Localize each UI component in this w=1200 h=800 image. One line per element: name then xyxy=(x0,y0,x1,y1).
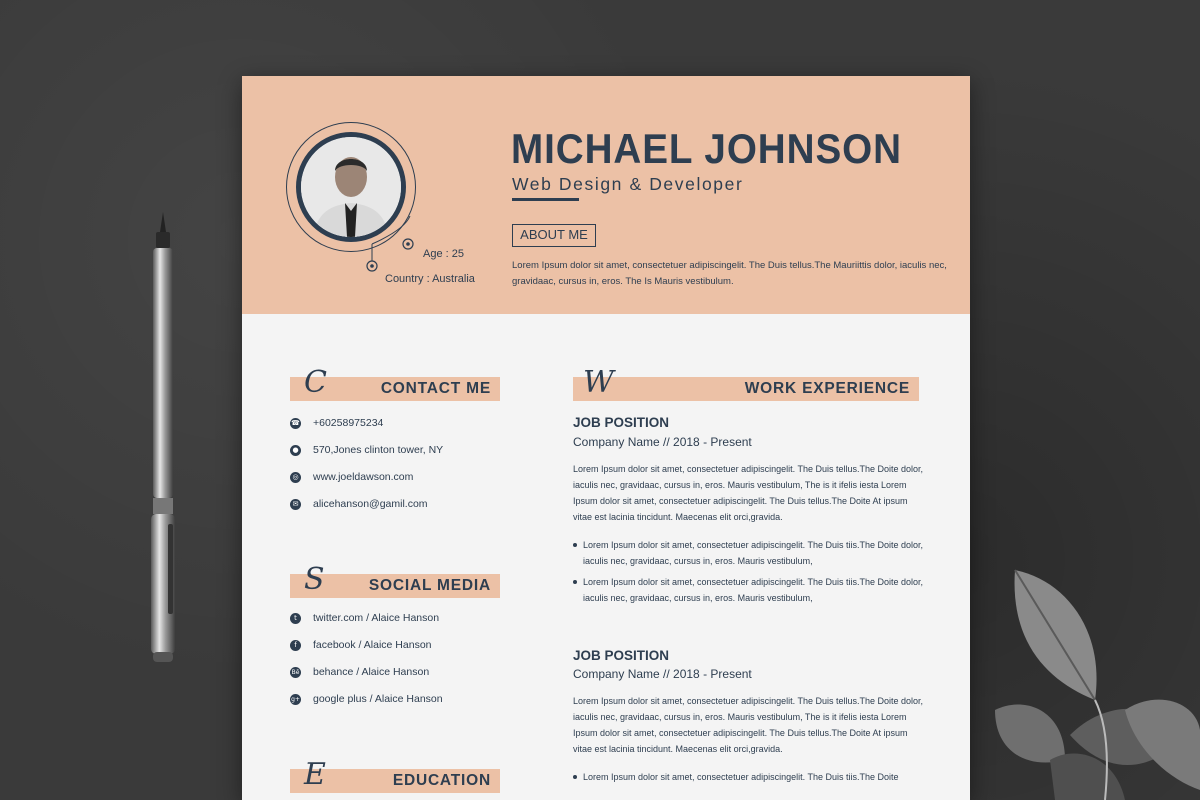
contact-email: alicehanson@gamil.com xyxy=(313,498,428,510)
about-me-text: Lorem Ipsum dolor sit amet, consectetuer adipiscingelit. The Duis tellus.The Mauriittis dolor, iaculis nec, gravidaac, cursus in, eros. The Is Mauris vestibulum. xyxy=(512,260,947,287)
social-initial: S xyxy=(304,562,325,597)
about-me-label: ABOUT ME xyxy=(512,224,596,247)
plant-leaves-image xyxy=(955,560,1200,800)
social-section-header xyxy=(290,562,500,598)
contact-address: 570,Jones clinton tower, NY xyxy=(313,444,444,456)
job-bullet: Lorem Ipsum dolor sit amet, consectetuer adipiscingelit. The Duis tiis.The Doite xyxy=(573,769,923,785)
social-item-twitter xyxy=(290,610,439,626)
social-item-behance xyxy=(290,664,429,680)
contact-item-website xyxy=(290,469,413,485)
job-description: Lorem Ipsum dolor sit amet, consectetuer adipiscingelit. The Duis tellus.The Doite dolor, iaculis nec, gravidaac, cursus in, eros. Mauris vestibulum, The is it ifelis iesta Lorem Ipsum dolor sit amet, consectetuer adipiscingelit. The Duis tellus.The Doite At ipsum vitae est lacinia tincidunt. Maecenas elit orci,gravida. xyxy=(573,464,924,522)
person-name: MICHAEL JOHNSON xyxy=(511,125,902,172)
resume-header xyxy=(242,76,970,314)
facebook-icon: f xyxy=(290,640,301,651)
job-description: Lorem Ipsum dolor sit amet, consectetuer adipiscingelit. The Duis tellus.The Doite dolor, iaculis nec, gravidaac, cursus in, eros. Mauris vestibulum, The is it ifelis iesta Lorem Ipsum dolor sit amet, consectetuer adipiscingelit. The Duis tellus.The Doite At ipsum vitae est lacinia tincidunt. Maecenas elit orci,gravida. xyxy=(573,696,924,754)
contact-website: www.joeldawson.com xyxy=(313,471,414,483)
work-title: WORK EXPERIENCE xyxy=(744,380,910,397)
contact-initial: C xyxy=(304,365,327,400)
contact-item-email xyxy=(290,496,428,512)
mail-icon: ✉ xyxy=(290,499,301,510)
job-position-title: JOB POSITION xyxy=(573,415,670,430)
education-title: EDUCATION xyxy=(392,772,491,789)
work-initial: W xyxy=(583,365,614,400)
job-company: Company Name // 2018 - Present xyxy=(573,667,752,681)
location-icon: ● xyxy=(290,445,301,456)
twitter-icon: t xyxy=(290,613,301,624)
contact-section-header xyxy=(290,365,500,401)
social-twitter: twitter.com / Alaice Hanson xyxy=(313,612,440,624)
job-company: Company Name // 2018 - Present xyxy=(573,435,752,449)
phone-icon: ☎ xyxy=(291,418,300,427)
social-item-google-plus xyxy=(290,691,443,707)
role-underline xyxy=(512,198,579,201)
social-title: SOCIAL MEDIA xyxy=(368,577,491,594)
work-section-header xyxy=(573,365,919,401)
social-item-facebook xyxy=(290,637,432,653)
contact-item-address xyxy=(290,442,443,458)
contact-title: CONTACT ME xyxy=(380,380,491,397)
contact-item-phone xyxy=(290,415,383,431)
behance-icon: Bē xyxy=(291,668,300,676)
country-text: Country : Australia xyxy=(385,273,475,285)
education-section-header xyxy=(290,757,500,793)
social-google-plus: google plus / Alaice Hanson xyxy=(313,693,443,705)
social-facebook: facebook / Alaice Hanson xyxy=(313,639,432,651)
education-initial: E xyxy=(304,757,326,792)
job-bullet: Lorem Ipsum dolor sit amet, consectetuer adipiscingelit. The Duis tiis.The Doite dolor, iaculis nec, gravidaac, cursus in, eros. Mauris vestibulum, xyxy=(573,537,923,569)
age-text: Age : 25 xyxy=(423,248,464,260)
job-position-title: JOB POSITION xyxy=(573,648,670,663)
pen-image xyxy=(148,212,178,664)
person-role: Web Design & Developer xyxy=(512,174,744,194)
globe-icon: ◎ xyxy=(290,472,301,483)
job-bullet: Lorem Ipsum dolor sit amet, consectetuer adipiscingelit. The Duis tiis.The Doite dolor, iaculis nec, gravidaac, cursus in, eros. Mauris vestibulum, xyxy=(573,574,923,606)
contact-phone: +60258975234 xyxy=(313,417,384,429)
resume-page xyxy=(242,76,970,800)
social-behance: behance / Alaice Hanson xyxy=(313,666,430,678)
google-plus-icon: g+ xyxy=(291,695,300,703)
